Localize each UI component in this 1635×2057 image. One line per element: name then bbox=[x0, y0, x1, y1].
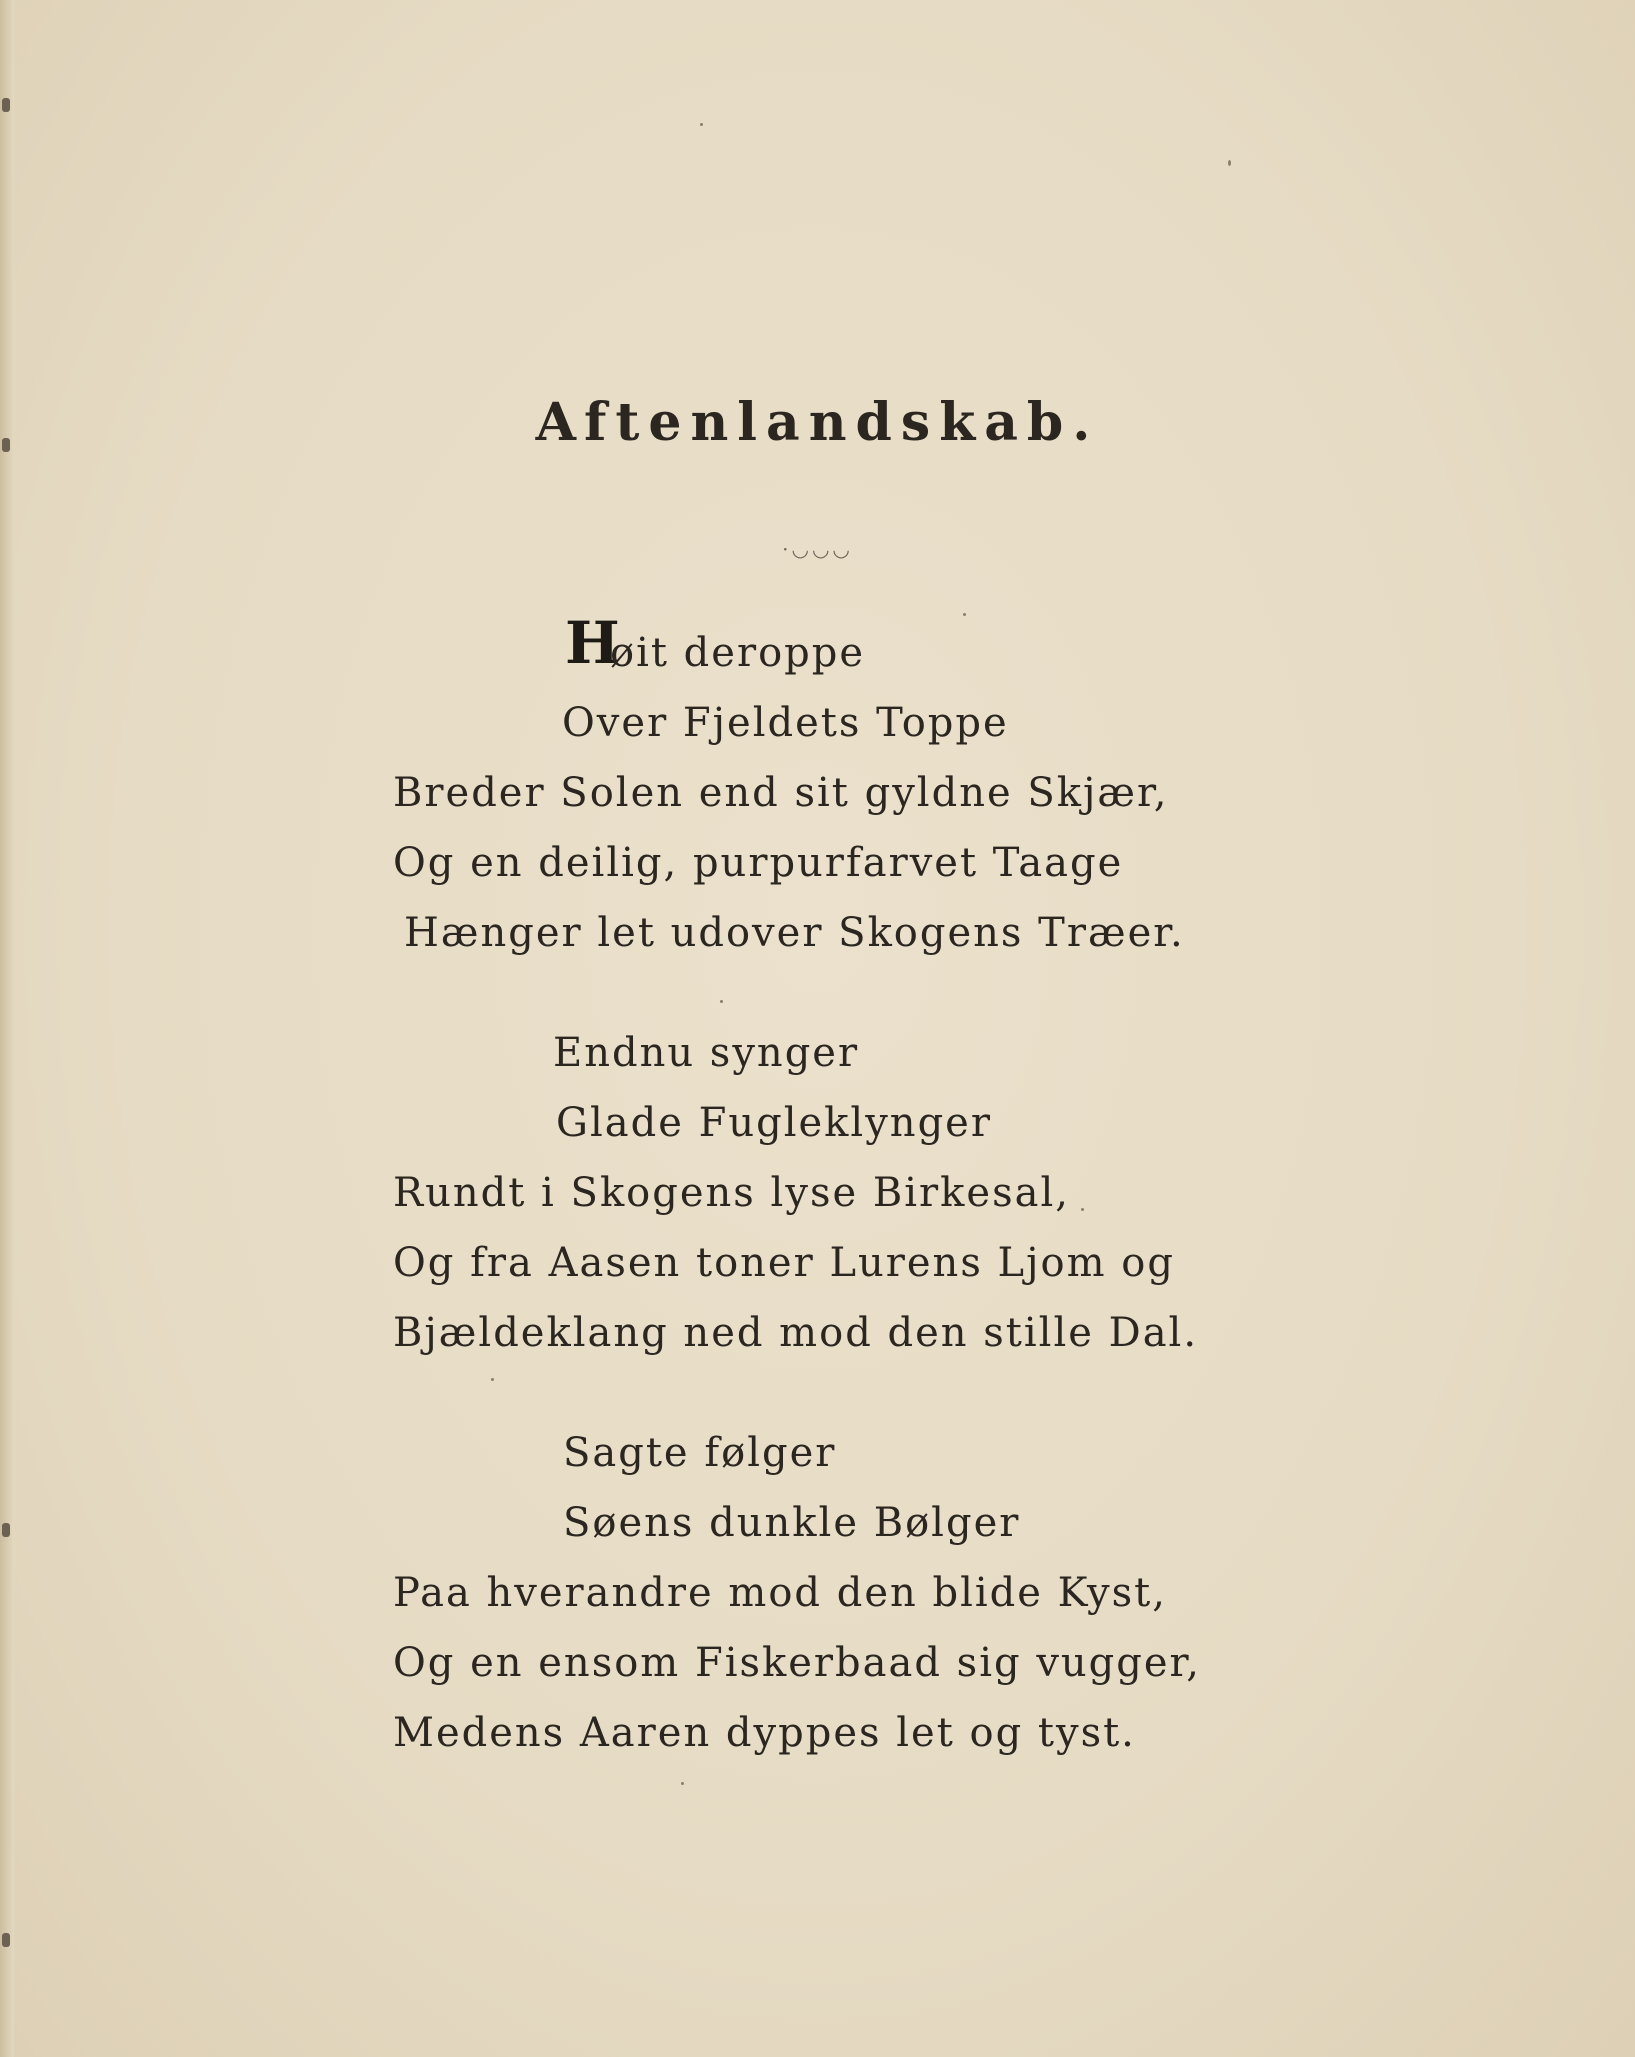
poem-line: Rundt i Skogens lyse Birkesal, bbox=[393, 1170, 1070, 1216]
poem-line: Over Fjeldets Toppe bbox=[562, 700, 1009, 746]
poem-line: Og en ensom Fiskerbaad sig vugger, bbox=[393, 1640, 1201, 1686]
poem-line: Og fra Aasen toner Lurens Ljom og bbox=[393, 1240, 1175, 1286]
poem-line: Paa hverandre mod den blide Kyst, bbox=[393, 1570, 1167, 1616]
poem-title: Aftenlandskab. bbox=[535, 392, 1100, 453]
paper-speck bbox=[963, 613, 966, 616]
binding-stitch bbox=[2, 1933, 10, 1947]
paper-speck bbox=[681, 1782, 684, 1785]
poem-line: Medens Aaren dyppes let og tyst. bbox=[393, 1710, 1136, 1756]
poem-line: Breder Solen end sit gyldne Skjær, bbox=[393, 770, 1169, 816]
title-ornament: ·◡◡◡ bbox=[782, 537, 853, 561]
paper-speck bbox=[1228, 160, 1231, 166]
poem-line: Og en deilig, purpurfarvet Taage bbox=[393, 840, 1124, 886]
poem-line: Sagte følger bbox=[563, 1430, 837, 1476]
drop-cap: H bbox=[565, 609, 620, 677]
binding-gutter bbox=[0, 0, 14, 2057]
paper-speck bbox=[491, 1378, 494, 1381]
poem-line: Endnu synger bbox=[553, 1030, 860, 1076]
binding-stitch bbox=[2, 98, 10, 112]
paper-speck bbox=[700, 123, 703, 126]
poem-line: Bjældeklang ned mod den stille Dal. bbox=[393, 1310, 1199, 1356]
poem-line: Hænger let udover Skogens Træer. bbox=[404, 910, 1185, 956]
poem-line: Søens dunkle Bølger bbox=[563, 1500, 1021, 1546]
poem-line: Glade Fugleklynger bbox=[556, 1100, 992, 1146]
binding-stitch bbox=[2, 1523, 10, 1537]
paper-speck bbox=[1081, 1208, 1084, 1211]
poem-line: øit deroppe bbox=[610, 630, 866, 676]
paper-speck bbox=[720, 1000, 723, 1003]
